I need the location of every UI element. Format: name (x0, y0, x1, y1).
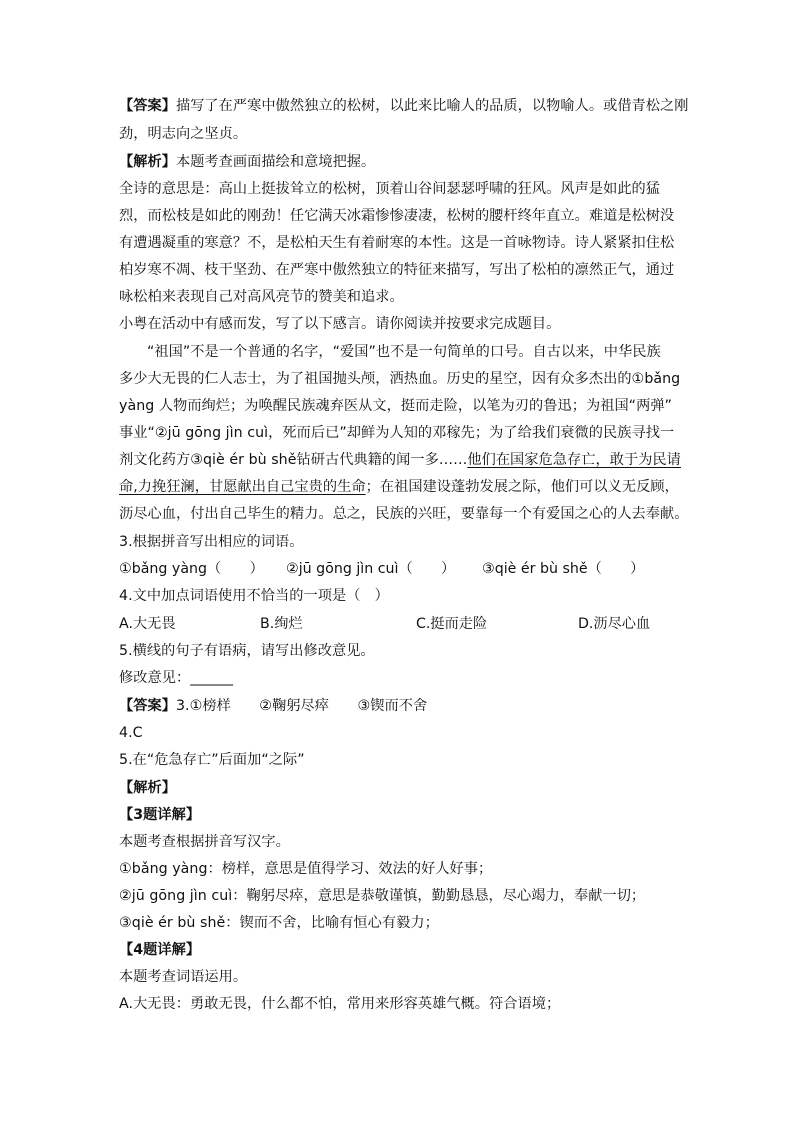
underlined-sentence: 命,力挽狂澜，甘愿献出自己宝贵的生命 (119, 479, 366, 495)
analysis-tag: 【解析】 (119, 780, 176, 796)
q3-detail-tag: 【3题详解】 (119, 807, 201, 823)
passage-line: yàng 人物而绚烂；为唤醒民族魂弃医从文，挺而走险，以笔为刃的鲁迅；为祖国“两弹” (119, 398, 672, 414)
q3-prompt: 3.根据拼音写出相应的词语。 (119, 534, 304, 550)
passage-line: 多少大无畏的仁人志士，为了祖国抛头颅，洒热血。历史的星空，因有众多杰出的①bǎng (119, 371, 681, 387)
q3-detail-item: ②jū gōng jìn cuì：鞠躬尽瘁，意思是恭敬谨慎，勤勤恳恳，尽心竭力，奉献一切； (119, 888, 646, 904)
passage-line: 沥尽心血，付出自己毕生的精力。总之，民族的兴旺，要靠每一个有爱国之心的人去奉献。 (119, 506, 689, 522)
prev-analysis-text: 柏岁寒不凋、枝干坚劲、在严寒中傲然独立的特征来描写，写出了松柏的凛然正气，通过 (119, 262, 675, 278)
passage-line (119, 450, 681, 470)
q4-option-c: C.挺而走险 (416, 616, 488, 632)
answer-4: 4.C (119, 725, 143, 741)
prev-analysis-line (119, 152, 375, 172)
q3-detail-intro: 本题考查根据拼音写汉字。 (119, 834, 290, 850)
prev-analysis-text: 烈，而松枝是如此的刚劲！任它满天冰霜惨惨凄凄，松树的腰杆终年直立。难道是松树没 (119, 208, 675, 224)
passage-text: ；在祖国建设蓬勃发展之际，他们可以义无反顾， (365, 479, 679, 495)
answer-text: 描写了在严寒中傲然独立的松树，以此来比喻人的品质，以物喻人。或借青松之刚 (175, 98, 689, 114)
q3-detail-item: ③qiè ér bù shě：锲而不舍，比喻有恒心有毅力； (119, 915, 439, 931)
answer-tag: 【答案】 (119, 98, 176, 114)
q3-detail-item: ①bǎng yàng：榜样，意思是值得学习、效法的好人好事； (119, 861, 493, 877)
passage-line (119, 477, 679, 497)
passage-text: 剂文化药方③qiè ér bù shě钻研古代典籍的闻一多…… (119, 452, 468, 468)
passage-line: “祖国”不是一个普通的名字，“爱国”也不是一句简单的口号。自古以来，中华民族 (147, 344, 661, 360)
analysis-intro: 本题考查画面描绘和意境把握。 (175, 154, 376, 170)
answer-tag: 【答案】 (119, 698, 176, 714)
answer-5: 5.在“危急存亡”后面加“之际” (119, 752, 305, 768)
analysis-tag: 【解析】 (119, 154, 176, 170)
answer-3: 3.①榜样 ②鞠躬尽瘁 ③锲而不舍 (175, 698, 428, 714)
passage-line: 事业“②jū gōng jìn cuì，死而后已”却鲜为人知的邓稼先；为了给我们衰微的民族寻找一 (119, 425, 675, 441)
q4-prompt: 4.文中加点词语使用不恰当的一项是（ ） (119, 588, 389, 604)
underlined-sentence: 他们在国家危急存亡，敢于为民请 (467, 452, 681, 468)
q3-item: ③qiè ér bù shě（ ） (482, 561, 645, 577)
question-intro: 小粤在活动中有感而发，写了以下感言。请你阅读并按要求完成题目。 (119, 316, 561, 332)
q5-answer-line: 修改意见：______ (119, 670, 234, 686)
prev-analysis-text: 有遭遇凝重的寒意？不，是松柏天生有着耐寒的本性。这是一首咏物诗。诗人紧紧扣住松 (119, 235, 675, 251)
q4-detail-tag: 【4题详解】 (119, 942, 201, 958)
prev-analysis-text: 咏松柏来表现自己对高风亮节的赞美和追求。 (119, 289, 404, 305)
q4-detail-a: A.大无畏：勇敢无畏，什么都不怕，常用来形容英雄气概。符合语境； (119, 996, 561, 1012)
q3-item: ②jū gōng jìn cuì（ ） (286, 561, 456, 577)
prev-answer-line-1 (119, 96, 689, 116)
answers-line (119, 696, 427, 716)
q4-option-a: A.大无畏 (119, 616, 176, 632)
q4-option-d: D.沥尽心血 (578, 616, 651, 632)
prev-answer-line-2: 劲，明志向之坚贞。 (119, 126, 248, 142)
prev-analysis-text: 全诗的意思是：高山上挺拔耸立的松树，顶着山谷间瑟瑟呼啸的狂风。风声是如此的猛 (119, 181, 661, 197)
q4-detail-intro: 本题考查词语运用。 (119, 969, 248, 985)
q4-option-b: B.绚烂 (260, 616, 303, 632)
q3-item: ①bǎng yàng（ ） (119, 561, 264, 577)
q5-prompt: 5.横线的句子有语病，请写出修改意见。 (119, 643, 375, 659)
